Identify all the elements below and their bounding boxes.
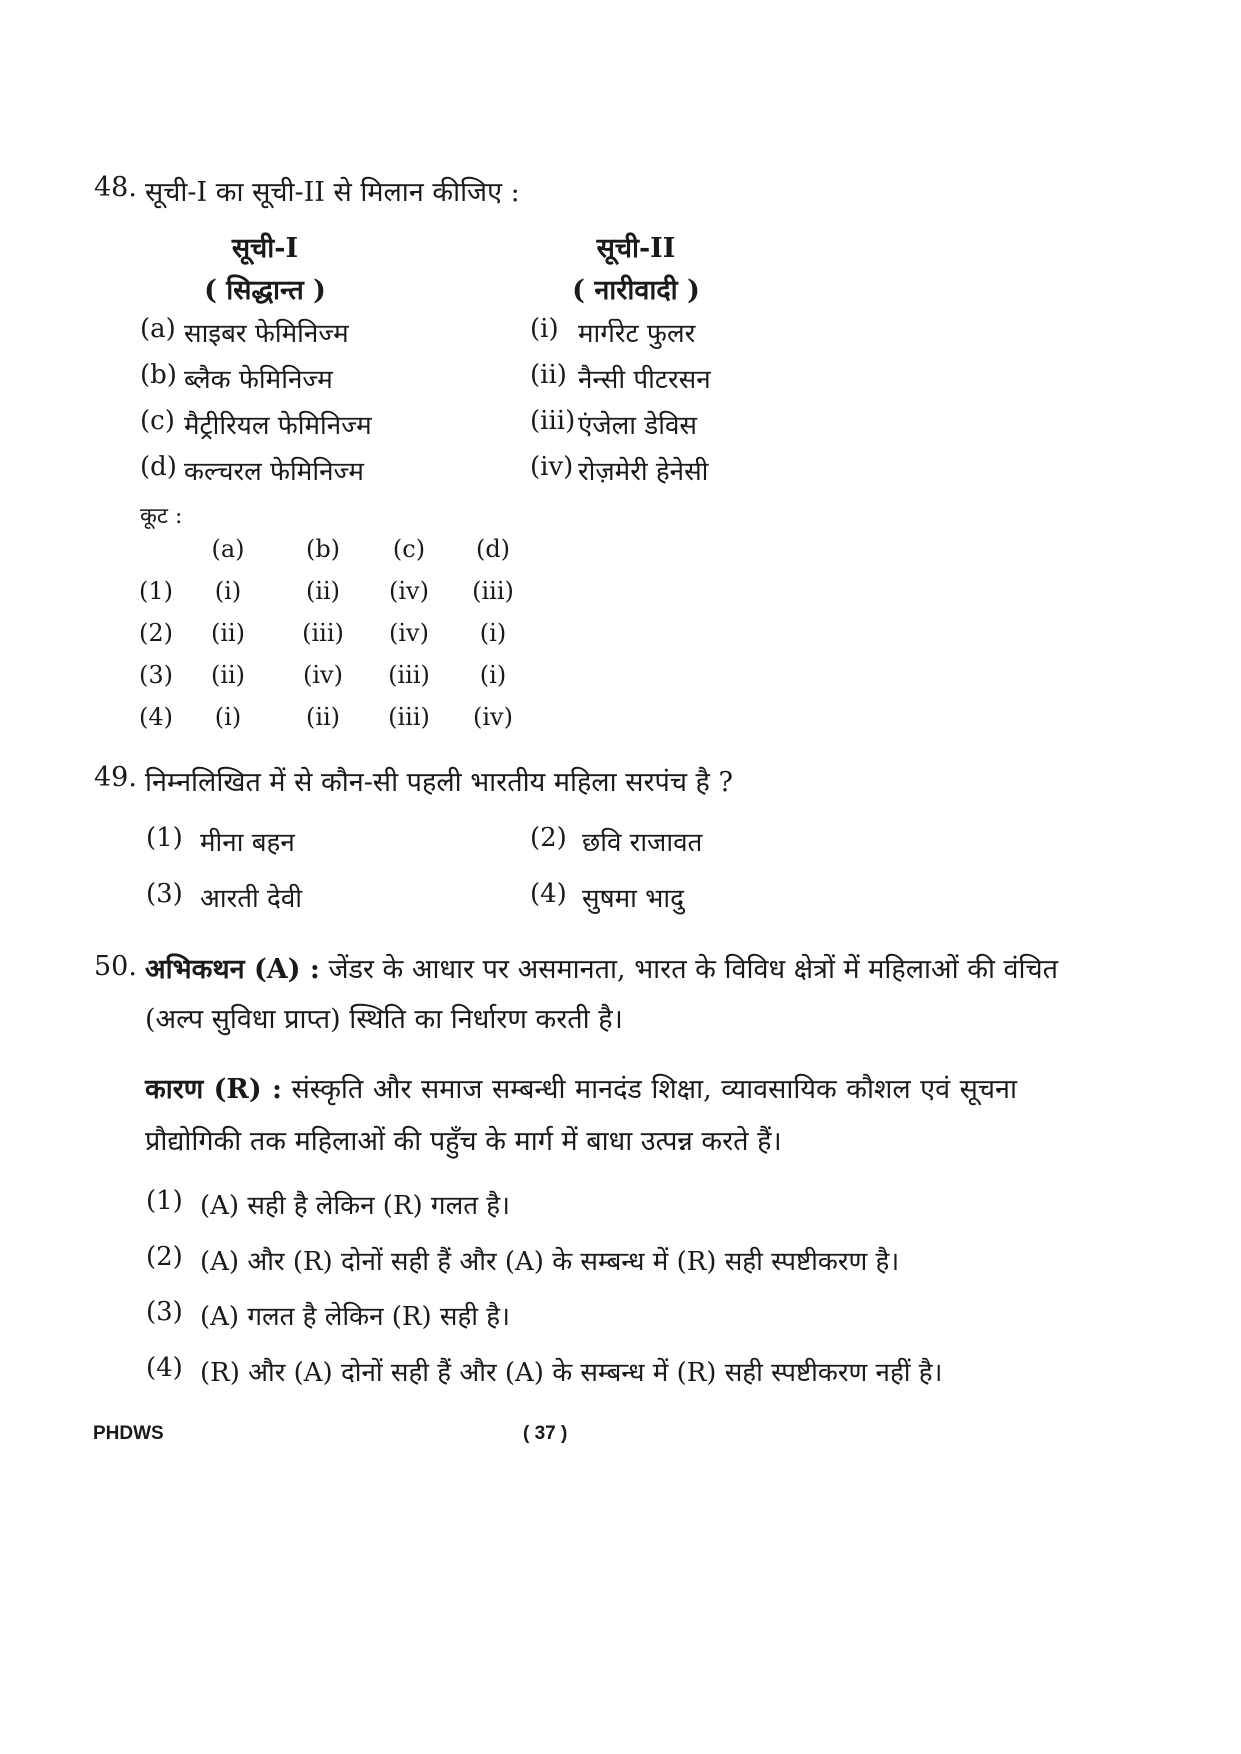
- codes-cell: (iv): [473, 703, 513, 731]
- list2-item-label: (iii): [530, 406, 576, 436]
- option-text: सुषमा भादु: [582, 884, 684, 914]
- assertion-line-2: (अल्प सुविधा प्राप्त) स्थिति का निर्धारण करती है।: [145, 1004, 623, 1035]
- page-number: ( 37 ): [523, 1423, 568, 1444]
- list2-item-label: (i): [530, 314, 559, 344]
- list1-item-label: (d): [140, 452, 177, 482]
- list1-item-label: (c): [140, 406, 175, 436]
- option-text: छवि राजावत: [582, 828, 703, 858]
- option-label: (2): [146, 1242, 183, 1272]
- reason-label: कारण (R) :: [145, 1074, 282, 1105]
- option-label: (4): [146, 1353, 183, 1383]
- option-label: (1): [146, 1186, 183, 1216]
- codes-cell: (ii): [210, 619, 246, 647]
- list1-item-text: कल्चरल फेमिनिज्म: [184, 457, 364, 487]
- option-text: मीना बहन: [200, 828, 295, 858]
- reason-line: [145, 1060, 1017, 1119]
- list1-item-text: ब्लैक फेमिनिज्म: [184, 365, 333, 395]
- list1-item-label: (b): [140, 360, 177, 390]
- list2-item-text: मार्गरेट फुलर: [578, 319, 696, 349]
- option-label: (2): [530, 823, 567, 853]
- codes-option: (2): [139, 619, 173, 647]
- codes-header-cell: (c): [392, 535, 426, 563]
- codes-cell: (i): [479, 619, 507, 647]
- codes-cell: (ii): [210, 661, 246, 689]
- question-number: 50.: [94, 951, 137, 982]
- reason-line-2: प्रौद्योगिकी तक महिलाओं की पहुँच के मार्ग में बाधा उत्पन्न करते हैं।: [145, 1126, 782, 1157]
- list2-item-text: रोज़मेरी हेनेसी: [578, 457, 709, 487]
- list1-subtitle: ( सिद्धान्त ): [204, 275, 326, 306]
- codes-cell: (iii): [302, 619, 344, 647]
- list2-item-text: नैन्सी पीटरसन: [578, 365, 711, 395]
- codes-header-cell: (d): [475, 535, 511, 563]
- reason-text: संस्कृति और समाज सम्बन्धी मानदंड शिक्षा, व्यावसायिक कौशल एवं सूचना: [291, 1074, 1017, 1105]
- list2-subtitle: ( नारीवादी ): [572, 275, 700, 306]
- codes-cell: (i): [214, 703, 242, 731]
- list2-item-label: (iv): [530, 452, 574, 482]
- codes-cell: (i): [479, 661, 507, 689]
- codes-option: (3): [139, 661, 173, 689]
- question-number: 48.: [94, 172, 137, 203]
- option-label: (1): [146, 823, 183, 853]
- assertion-label: अभिकथन (A) :: [145, 954, 320, 985]
- codes-cell: (iii): [472, 577, 514, 605]
- option-label: (3): [146, 1297, 183, 1327]
- codes-cell: (i): [214, 577, 242, 605]
- codes-cell: (iv): [389, 577, 429, 605]
- codes-header-cell: (b): [305, 535, 341, 563]
- list2-item-text: एंजेला डेविस: [578, 411, 697, 441]
- assertion-text: जेंडर के आधार पर असमानता, भारत के विविध क्षेत्रों में महिलाओं की वंचित: [328, 954, 1059, 985]
- option-text: (A) और (R) दोनों सही हैं और (A) के सम्बन्ध में (R) सही स्पष्टीकरण है।: [200, 1247, 900, 1277]
- codes-cell: (iii): [388, 661, 430, 689]
- footer-code: PHDWS: [93, 1423, 164, 1444]
- option-label: (3): [146, 879, 183, 909]
- codes-cell: (ii): [305, 703, 341, 731]
- option-label: (4): [530, 879, 567, 909]
- question-stem: निम्नलिखित में से कौन-सी पहली भारतीय महिला सरपंच है ?: [145, 767, 733, 798]
- option-text: (A) सही है लेकिन (R) गलत है।: [200, 1191, 510, 1221]
- codes-cell: (iv): [389, 619, 429, 647]
- list1-item-text: मैट्रीरियल फेमिनिज्म: [184, 411, 372, 441]
- list1-item-text: साइबर फेमिनिज्म: [184, 319, 349, 349]
- list2-item-label: (ii): [530, 360, 567, 390]
- option-text: आरती देवी: [200, 884, 303, 914]
- codes-option: (1): [139, 577, 173, 605]
- codes-cell: (ii): [305, 577, 341, 605]
- codes-cell: (iii): [388, 703, 430, 731]
- codes-option: (4): [139, 703, 173, 731]
- codes-label: कूट :: [140, 504, 183, 529]
- codes-header-cell: (a): [211, 535, 245, 563]
- list1-item-label: (a): [140, 314, 176, 344]
- question-number: 49.: [94, 762, 137, 793]
- option-text: (A) गलत है लेकिन (R) सही है।: [200, 1302, 510, 1332]
- codes-cell: (iv): [303, 661, 343, 689]
- question-stem: सूची-I का सूची-II से मिलान कीजिए :: [145, 177, 520, 208]
- list1-title: सूची-I: [231, 233, 299, 264]
- option-text: (R) और (A) दोनों सही हैं और (A) के सम्बन्ध में (R) सही स्पष्टीकरण नहीं है।: [200, 1358, 943, 1388]
- list2-title: सूची-II: [596, 233, 676, 264]
